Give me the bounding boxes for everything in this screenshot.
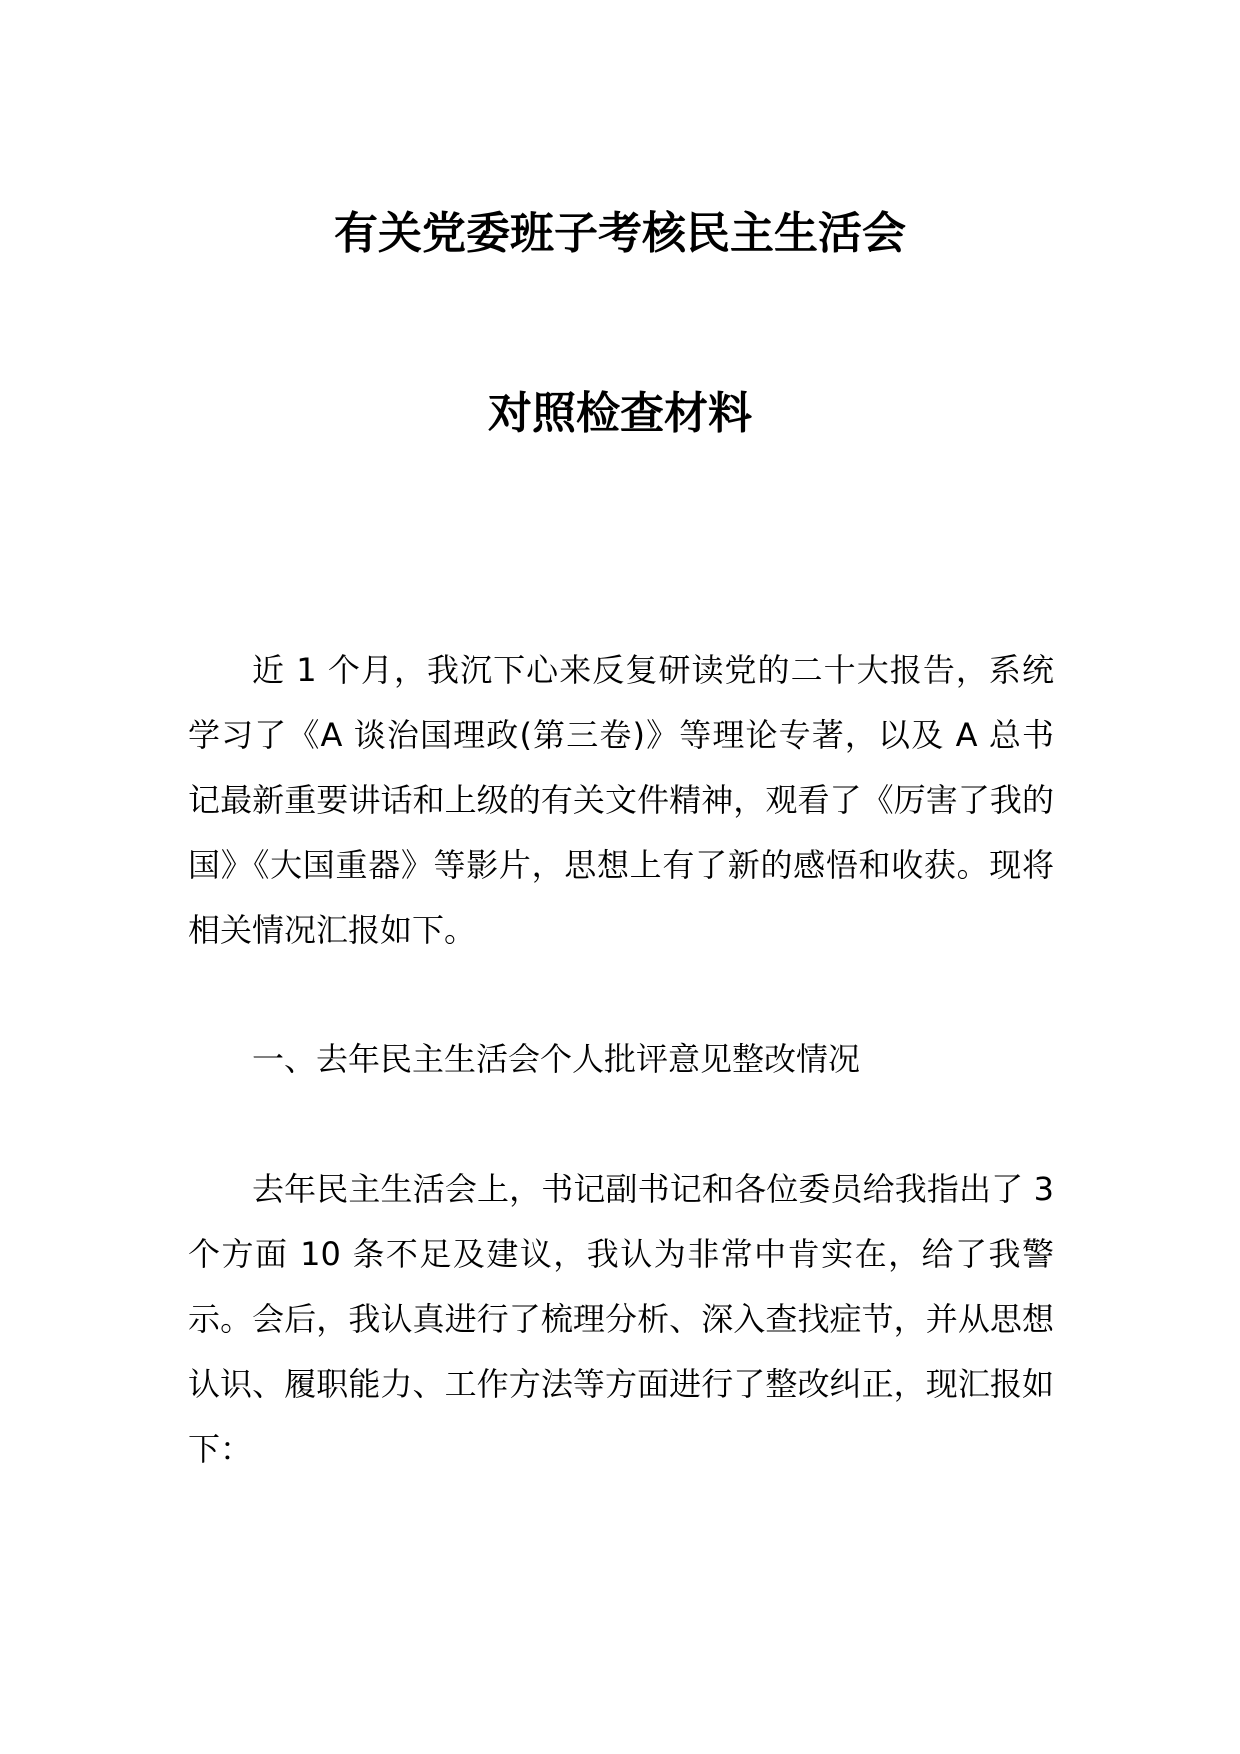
- section-paragraph: 去年民主生活会上，书记副书记和各位委员给我指出了 3 个方面 10 条不足及建议，我认为非常中肯实在，给了我警示。会后，我认真进行了梳理分析、深入查找症节，并从思想认识、履职能力、工作方法等方面进行了整改纠正，现汇报如下：: [188, 1170, 1054, 1468]
- intro-paragraph-block: [188, 638, 1054, 963]
- section-paragraph-block: [188, 1157, 1054, 1482]
- intro-paragraph: 近 1 个月，我沉下心来反复研读党的二十大报告，系统学习了《A 谈治国理政(第三卷)》等理论专著，以及 A 总书记最新重要讲话和上级的有关文件精神，观看了《厉害了我的国》《大国重器》等影片，思想上有了新的感悟和收获。现将相关情况汇报如下。: [188, 651, 1054, 949]
- section-heading-block: [188, 1027, 1054, 1092]
- document-title-line-1: 有关党委班子考核民主生活会: [334, 208, 906, 259]
- section-heading: 一、去年民主生活会个人批评意见整改情况: [252, 1040, 861, 1078]
- document-title-line-2: 对照检查材料: [488, 388, 752, 439]
